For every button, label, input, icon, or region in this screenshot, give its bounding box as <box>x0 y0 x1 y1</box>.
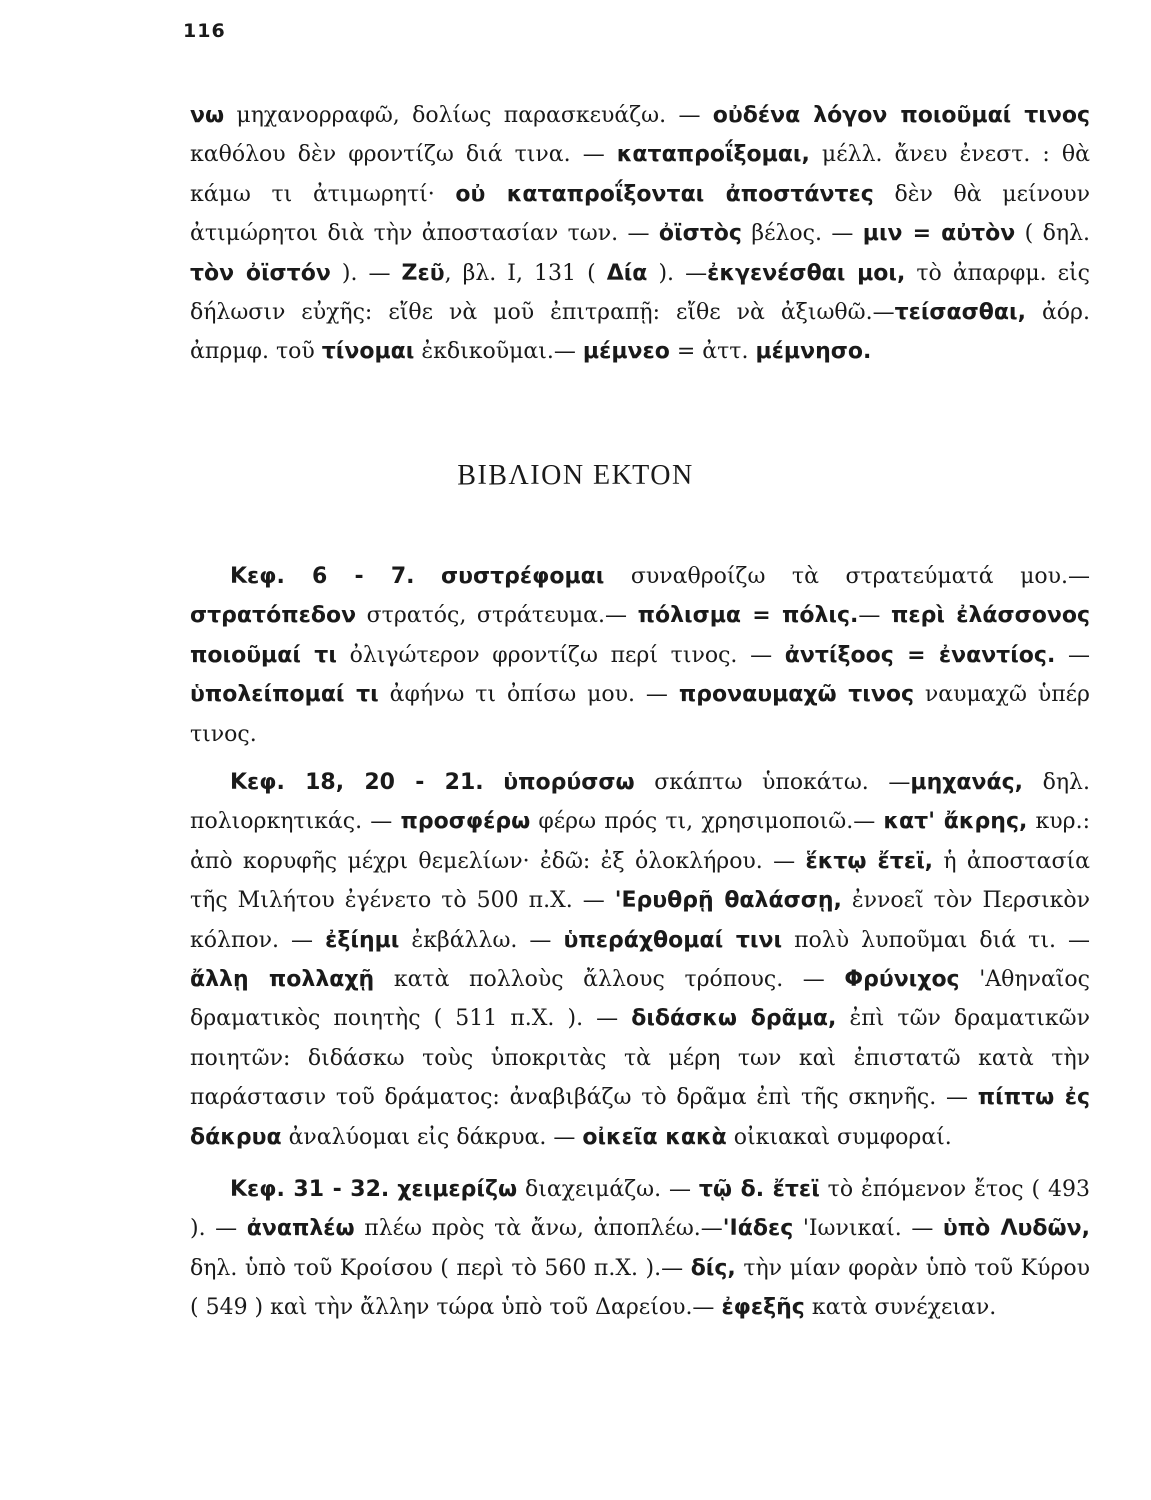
text-run: κυρ.: ἀπὸ κορυφῆς μέχρι θεμελίων· ἐδῶ: ἐξ ὁλοκλήρου. — <box>190 809 1090 874</box>
text-run: μηχανορραφῶ, δολίως παρασκευάζω. — <box>224 103 713 128</box>
bold-term: ἐξίημι <box>325 927 400 953</box>
text-run: κατὰ πολλοὺς ἄλλους τρόπους. — <box>374 967 845 993</box>
text-run: = ἀττ. <box>669 339 756 365</box>
text-run: , βλ. I, 131 ( <box>444 260 607 286</box>
bold-term: ὑπὸ Λυδῶν, <box>942 1216 1090 1242</box>
text-run: — <box>858 603 891 629</box>
text-run: πολὺ λυποῦμαι διά τι. — <box>782 927 1091 953</box>
bold-term: μιν = αὐτὸν <box>862 221 1016 247</box>
bold-term: μέμνησο. <box>755 339 872 365</box>
bold-term: περὶ ἐλάσσονος ποιοῦμαί τι <box>190 603 1091 668</box>
bold-term: Κεφ. 18, 20 - 21. <box>230 770 484 795</box>
bold-term: ὑπολείπομαί τι <box>190 682 379 708</box>
text-run <box>389 1177 397 1202</box>
bold-term: προσφέρω <box>400 809 531 835</box>
text-run: ναυμαχῶ ὑπέρ τινος. <box>190 682 1090 747</box>
bold-term: χειμερίζω <box>397 1177 518 1202</box>
text-run: 'Ιωνικαί. — <box>793 1216 943 1242</box>
text-run: διαχειμάζω. — <box>517 1177 699 1202</box>
text-run: 'Αθηναῖος δραματικὸς ποιητὴς ( 511 π.Χ. ). — <box>190 967 1090 1032</box>
bold-term: καταπροΐξομαι, <box>616 142 810 168</box>
bold-term: Φρύνιχος <box>844 967 960 993</box>
chapter-paragraph-31-32 <box>190 1170 1090 1328</box>
bold-term: ἐφεξῆς <box>721 1295 805 1321</box>
bold-term: ἀναπλέω <box>246 1216 355 1242</box>
text-run: ἐκδικοῦμαι.— <box>414 339 583 365</box>
bold-term: ἄλλῃ πολλαχῇ <box>190 967 375 993</box>
text-run: ( δηλ. <box>1015 221 1091 247</box>
bold-term: ἐκγενέσθαι μοι, <box>707 260 906 286</box>
text-run: καθόλου δὲν φροντίζω διά τινα. — <box>190 142 617 168</box>
bold-term: διδάσκω δρᾶμα, <box>631 1006 837 1032</box>
text-run: τὸ ἀπαρφμ. εἰς δήλωσιν εὐχῆς: εἴθε νὰ μοῦ ἐπιτραπῇ: εἴθε νὰ ἀξιωθῶ.— <box>190 260 1091 326</box>
text-run: — <box>1055 642 1090 668</box>
bold-term: τῷ δ. ἔτεϊ <box>698 1177 820 1202</box>
text-run: ἐκβάλλω. — <box>399 927 564 953</box>
bold-term: ἀντίξοος = ἐναντίος. <box>784 642 1056 668</box>
bold-term: Κεφ. 31 - 32. <box>230 1177 390 1202</box>
text-run: ἀόρ. ἀπρμφ. τοῦ <box>190 300 1090 365</box>
text-run: μέλλ. ἄνευ ἐνεστ. : θὰ κάμω τι ἀτιμωρητί· <box>190 142 1090 207</box>
bold-term: πίπτω ἐς δάκρυα <box>190 1085 1090 1150</box>
text-run: τὴν μίαν φορὰν ὑπὸ τοῦ Κύρου ( 549 ) καὶ τὴν ἄλλην τώρα ὑπὸ τοῦ Δαρείου.— <box>190 1255 1090 1321</box>
text-run: ἐπὶ τῶν δραματικῶν ποιητῶν: διδάσκω τοὺς ὑποκριτὰς τὰ μέρη των καὶ ἐπιστατῶ κατὰ τὴν παράστασιν τοῦ δράματος: ἀναβιβάζω τὸ δρᾶμα ἐπὶ τῆς σκηνῆς. — <box>190 1006 1090 1111</box>
text-run: ). — <box>647 260 708 286</box>
bold-term: κατ' ἄκρης, <box>883 809 1028 835</box>
text-run: συναθροίζω τὰ στρατεύματά μου.— <box>604 564 1090 589</box>
text-run <box>484 770 504 795</box>
bold-term: ὑπεράχθομαί τινι <box>563 927 783 953</box>
text-run: τὸ ἐπόμενον ἔτος ( 493 ). — <box>190 1177 1090 1242</box>
text-run <box>415 564 442 589</box>
bold-term: τὸν ὀϊστόν <box>190 260 331 286</box>
text-run: ἀφήνω τι ὀπίσω μου. — <box>378 682 679 708</box>
text-run: δηλ. πολιορκητικάς. — <box>190 770 1090 835</box>
text-run: ἀναλύομαι εἰς δάκρυα. — <box>281 1124 583 1150</box>
page-number: 116 <box>183 20 226 42</box>
bold-term: συστρέφομαι <box>441 564 605 589</box>
bold-term: ὀϊστὸς <box>658 221 742 247</box>
text-run: ἐννοεῖ τὸν Περσικὸν κόλπον. — <box>190 888 1091 953</box>
text-run: σκάπτω ὑποκάτω. — <box>634 770 911 795</box>
bold-term: πόλισμα = πόλις. <box>637 603 859 629</box>
bold-term: 'Ερυθρῇ θαλάσσῃ, <box>614 888 842 914</box>
bold-term: νω <box>190 103 225 128</box>
bold-term: τίνομαι <box>321 339 415 365</box>
chapter-paragraph-18-21 <box>190 763 1090 1157</box>
text-run: πλέω πρὸς τὰ ἄνω, ἀποπλέω.— <box>354 1216 723 1242</box>
text-run: κατὰ συνέχειαν. <box>804 1295 997 1321</box>
bold-term: οὐ καταπροΐξονται ἀποστάντες <box>455 181 874 207</box>
bold-term: δίς, <box>690 1255 736 1281</box>
text-run: βέλος. — <box>741 221 863 247</box>
bold-term: Ζεῦ <box>401 260 445 286</box>
bold-term: οἰκεῖα κακὰ <box>582 1124 727 1150</box>
chapter-paragraph-6-7 <box>190 557 1090 754</box>
bold-term: προναυμαχῶ τινος <box>678 682 914 708</box>
bold-term: τείσασθαι, <box>894 300 1026 326</box>
text-run: ). — <box>330 260 402 286</box>
bold-term: μέμνεο <box>582 339 670 365</box>
text-run: οἰκιακαὶ συμφοραί. <box>726 1124 952 1150</box>
text-run: δηλ. ὑπὸ τοῦ Κροίσου ( περὶ τὸ 560 π.Χ. ).— <box>190 1255 691 1281</box>
intro-paragraph <box>190 96 1090 372</box>
text-run: φέρω πρός τι, χρησιμοποιῶ.— <box>530 809 884 835</box>
bold-term: ὑπορύσσω <box>503 770 635 795</box>
text-run: ἡ ἀποστασία τῆς Μιλήτου ἐγένετο τὸ 500 π.Χ. — <box>190 848 1090 914</box>
text-run: ὀλιγώτερον φροντίζω περί τινος. — <box>336 642 785 668</box>
bold-term: στρατόπεδον <box>190 603 357 629</box>
bold-term: 'Ιάδες <box>722 1216 794 1242</box>
text-run: στρατός, στράτευμα.— <box>356 603 638 629</box>
bold-term: μηχανάς, <box>910 770 1024 795</box>
bold-term: ἕκτῳ ἔτεϊ, <box>805 848 934 874</box>
text-run: δὲν θὰ μείνουν ἀτιμώρητοι διὰ τὴν ἀποστασίαν των. — <box>190 181 1090 247</box>
section-heading: ΒΙΒΛΙΟΝ ΕΚΤΟΝ <box>457 460 694 491</box>
bold-term: οὐδένα λόγον ποιοῦμαί τινος <box>712 103 1090 128</box>
bold-term: Κεφ. 6 - 7. <box>230 564 415 589</box>
bold-term: Δία <box>606 260 648 286</box>
